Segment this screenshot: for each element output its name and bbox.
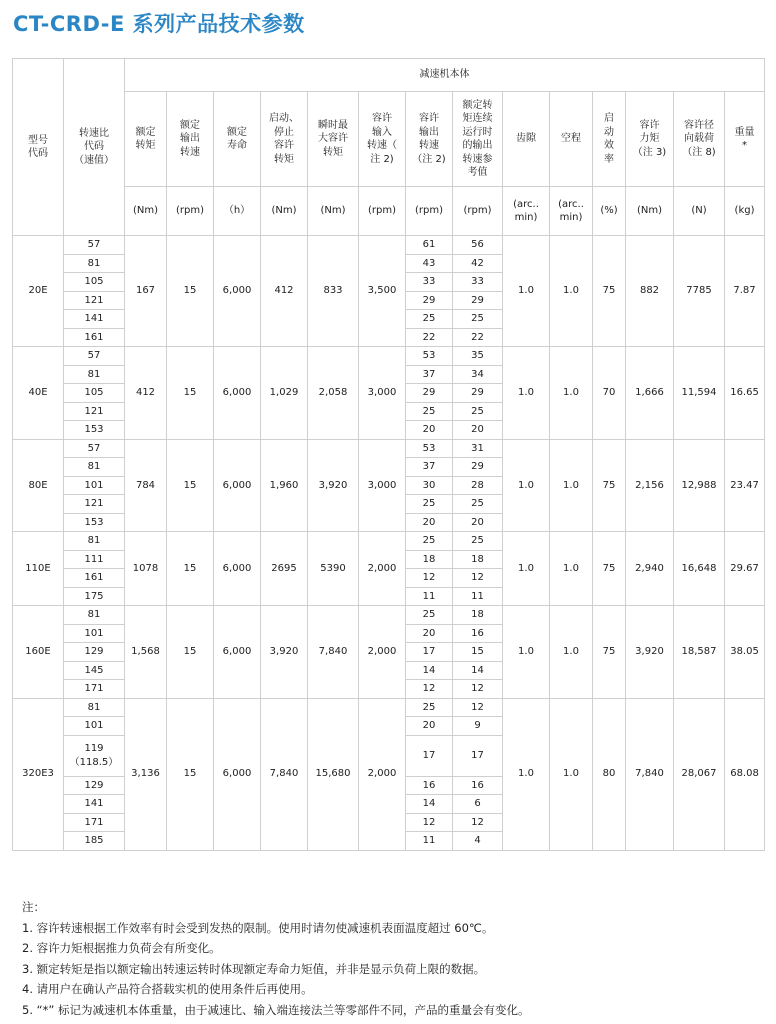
input-speed-cell: 3,500 — [359, 236, 406, 347]
reference-speed-cell: 6 — [453, 795, 503, 814]
ratio-cell: 145 — [64, 661, 125, 680]
model-code-cell: 110E — [13, 532, 64, 606]
reference-speed-cell: 25 — [453, 310, 503, 329]
output-speed-cell: 14 — [406, 661, 453, 680]
reference-speed-cell: 18 — [453, 550, 503, 569]
momentary-torque-cell: 3,920 — [308, 439, 359, 532]
radial-load-cell: 11,594 — [674, 347, 725, 440]
column-unit: (rpm) — [406, 187, 453, 236]
rated-torque-cell: 167 — [125, 236, 167, 347]
ratio-cell: 119 （118.5） — [64, 735, 125, 776]
output-speed-cell: 17 — [406, 735, 453, 776]
ratio-cell: 81 — [64, 254, 125, 273]
lost-motion-cell: 1.0 — [550, 347, 593, 440]
reference-speed-cell: 25 — [453, 495, 503, 514]
ratio-cell: 81 — [64, 532, 125, 551]
ratio-cell: 81 — [64, 698, 125, 717]
reference-speed-cell: 25 — [453, 402, 503, 421]
output-speed-cell: 25 — [406, 532, 453, 551]
ratio-cell: 141 — [64, 795, 125, 814]
reference-speed-cell: 12 — [453, 569, 503, 588]
output-speed-cell: 12 — [406, 569, 453, 588]
output-speed-cell: 16 — [406, 776, 453, 795]
allowable-moment-cell: 7,840 — [626, 698, 674, 850]
reference-speed-cell: 12 — [453, 698, 503, 717]
ratio-cell: 57 — [64, 236, 125, 255]
radial-load-cell: 28,067 — [674, 698, 725, 850]
weight-cell: 68.08 — [725, 698, 765, 850]
rated-torque-cell: 784 — [125, 439, 167, 532]
reference-speed-cell: 16 — [453, 624, 503, 643]
column-unit: (Nm) — [261, 187, 308, 236]
weight-cell: 38.05 — [725, 606, 765, 699]
reference-speed-cell: 18 — [453, 606, 503, 625]
column-header: 容许径 向载荷 （注 8) — [674, 92, 725, 187]
input-speed-cell: 3,000 — [359, 347, 406, 440]
backlash-cell: 1.0 — [503, 439, 550, 532]
note-item: 2. 容许力矩根据推力负荷会有所变化。 — [22, 941, 221, 955]
column-unit: （h） — [214, 187, 261, 236]
lost-motion-cell: 1.0 — [550, 606, 593, 699]
output-speed-cell: 20 — [406, 513, 453, 532]
output-speed-cell: 43 — [406, 254, 453, 273]
backlash-cell: 1.0 — [503, 236, 550, 347]
spec-table-body — [13, 236, 765, 851]
output-speed-cell: 12 — [406, 680, 453, 699]
output-speed-cell: 20 — [406, 421, 453, 440]
table-row — [13, 532, 765, 551]
column-header: 额定 转矩 — [125, 92, 167, 187]
rated-speed-cell: 15 — [167, 439, 214, 532]
ratio-cell: 101 — [64, 717, 125, 736]
backlash-cell: 1.0 — [503, 347, 550, 440]
radial-load-cell: 7785 — [674, 236, 725, 347]
lost-motion-cell: 1.0 — [550, 532, 593, 606]
start-stop-torque-cell: 1,029 — [261, 347, 308, 440]
output-speed-cell: 22 — [406, 328, 453, 347]
allowable-moment-cell: 3,920 — [626, 606, 674, 699]
rated-life-cell: 6,000 — [214, 439, 261, 532]
rated-speed-cell: 15 — [167, 698, 214, 850]
ratio-cell: 161 — [64, 328, 125, 347]
ratio-cell: 175 — [64, 587, 125, 606]
momentary-torque-cell: 15,680 — [308, 698, 359, 850]
output-speed-cell: 37 — [406, 458, 453, 477]
ratio-cell: 111 — [64, 550, 125, 569]
reference-speed-cell: 35 — [453, 347, 503, 366]
column-header: 容许 输出 转速 （注 2) — [406, 92, 453, 187]
ratio-cell: 81 — [64, 606, 125, 625]
allowable-moment-cell: 2,940 — [626, 532, 674, 606]
column-unit: (rpm) — [167, 187, 214, 236]
weight-cell: 23.47 — [725, 439, 765, 532]
column-unit: (Nm) — [308, 187, 359, 236]
model-code-cell: 320E3 — [13, 698, 64, 850]
notes-heading: 注： — [22, 900, 45, 914]
ratio-cell: 129 — [64, 776, 125, 795]
rated-speed-cell: 15 — [167, 236, 214, 347]
reference-speed-cell: 29 — [453, 384, 503, 403]
ratio-cell: 141 — [64, 310, 125, 329]
rated-life-cell: 6,000 — [214, 698, 261, 850]
reference-speed-cell: 31 — [453, 439, 503, 458]
output-speed-cell: 53 — [406, 347, 453, 366]
reference-speed-cell: 20 — [453, 513, 503, 532]
column-header: 额定转 矩连续 运行时 的输出 转速参 考值 — [453, 92, 503, 187]
reducer-body-header: 减速机本体 — [125, 59, 765, 92]
output-speed-cell: 25 — [406, 495, 453, 514]
model-code-cell: 160E — [13, 606, 64, 699]
column-unit: (rpm) — [453, 187, 503, 236]
input-speed-cell: 3,000 — [359, 439, 406, 532]
reference-speed-cell: 22 — [453, 328, 503, 347]
reference-speed-cell: 17 — [453, 735, 503, 776]
column-unit: (rpm) — [359, 187, 406, 236]
ratio-cell: 171 — [64, 680, 125, 699]
model-code-cell: 80E — [13, 439, 64, 532]
output-speed-cell: 33 — [406, 273, 453, 292]
rated-life-cell: 6,000 — [214, 606, 261, 699]
ratio-cell: 153 — [64, 513, 125, 532]
column-header: 容许 力矩 （注 3) — [626, 92, 674, 187]
column-unit: (Nm) — [125, 187, 167, 236]
output-speed-cell: 25 — [406, 606, 453, 625]
radial-load-cell: 18,587 — [674, 606, 725, 699]
output-speed-cell: 20 — [406, 624, 453, 643]
ratio-cell: 101 — [64, 476, 125, 495]
weight-cell: 7.87 — [725, 236, 765, 347]
rated-life-cell: 6,000 — [214, 236, 261, 347]
lost-motion-cell: 1.0 — [550, 236, 593, 347]
column-header: 容许 输入 转速（ 注 2) — [359, 92, 406, 187]
output-speed-cell: 25 — [406, 310, 453, 329]
rated-speed-cell: 15 — [167, 606, 214, 699]
spec-table — [12, 58, 765, 851]
reference-speed-cell: 9 — [453, 717, 503, 736]
momentary-torque-cell: 7,840 — [308, 606, 359, 699]
reference-speed-cell: 12 — [453, 813, 503, 832]
output-speed-cell: 20 — [406, 717, 453, 736]
ratio-cell: 105 — [64, 384, 125, 403]
backlash-cell: 1.0 — [503, 532, 550, 606]
model-code-header: 型号 代码 — [13, 59, 64, 236]
column-header: 额定 输出 转速 — [167, 92, 214, 187]
rated-speed-cell: 15 — [167, 347, 214, 440]
output-speed-cell: 18 — [406, 550, 453, 569]
reference-speed-cell: 25 — [453, 532, 503, 551]
reference-speed-cell: 29 — [453, 458, 503, 477]
reference-speed-cell: 12 — [453, 680, 503, 699]
momentary-torque-cell: 2,058 — [308, 347, 359, 440]
reference-speed-cell: 16 — [453, 776, 503, 795]
model-code-cell: 40E — [13, 347, 64, 440]
radial-load-cell: 12,988 — [674, 439, 725, 532]
efficiency-cell: 70 — [593, 347, 626, 440]
column-unit: (arc.. min) — [550, 187, 593, 236]
weight-cell: 29.67 — [725, 532, 765, 606]
reference-speed-cell: 29 — [453, 291, 503, 310]
note-item: 5. “*” 标记为减速机本体重量，由于减速比、输入端连接法兰等零部件不同，产品的重量会有变化。 — [22, 1002, 530, 1017]
start-stop-torque-cell: 2695 — [261, 532, 308, 606]
reference-speed-cell: 20 — [453, 421, 503, 440]
ratio-cell: 129 — [64, 643, 125, 662]
efficiency-cell: 75 — [593, 606, 626, 699]
column-unit: (Nm) — [626, 187, 674, 236]
table-row — [13, 236, 765, 255]
backlash-cell: 1.0 — [503, 606, 550, 699]
input-speed-cell: 2,000 — [359, 606, 406, 699]
rated-torque-cell: 3,136 — [125, 698, 167, 850]
rated-torque-cell: 412 — [125, 347, 167, 440]
rated-torque-cell: 1078 — [125, 532, 167, 606]
column-header: 启动、 停止 容许 转矩 — [261, 92, 308, 187]
ratio-cell: 121 — [64, 495, 125, 514]
efficiency-cell: 75 — [593, 439, 626, 532]
column-unit: (N) — [674, 187, 725, 236]
rated-speed-cell: 15 — [167, 532, 214, 606]
start-stop-torque-cell: 412 — [261, 236, 308, 347]
ratio-cell: 153 — [64, 421, 125, 440]
output-speed-cell: 29 — [406, 384, 453, 403]
output-speed-cell: 37 — [406, 365, 453, 384]
ratio-cell: 105 — [64, 273, 125, 292]
start-stop-torque-cell: 1,960 — [261, 439, 308, 532]
lost-motion-cell: 1.0 — [550, 439, 593, 532]
column-unit-row — [13, 187, 765, 236]
output-speed-cell: 14 — [406, 795, 453, 814]
allowable-moment-cell: 882 — [626, 236, 674, 347]
table-row — [13, 606, 765, 625]
output-speed-cell: 11 — [406, 832, 453, 851]
model-code-cell: 20E — [13, 236, 64, 347]
ratio-cell: 185 — [64, 832, 125, 851]
column-header: 瞬时最 大容许 转矩 — [308, 92, 359, 187]
ratio-cell: 81 — [64, 365, 125, 384]
note-item: 3. 额定转矩是指以额定输出转速运转时体现额定寿命力矩值，并非是显示负荷上限的数据。 — [22, 961, 486, 976]
efficiency-cell: 75 — [593, 236, 626, 347]
column-header: 启 动 效 率 — [593, 92, 626, 187]
output-speed-cell: 17 — [406, 643, 453, 662]
note-item: 4. 请用户在确认产品符合搭载实机的使用条件后再使用。 — [22, 982, 313, 996]
start-stop-torque-cell: 7,840 — [261, 698, 308, 850]
ratio-cell: 121 — [64, 402, 125, 421]
reference-speed-cell: 15 — [453, 643, 503, 662]
ratio-cell: 57 — [64, 347, 125, 366]
ratio-cell: 57 — [64, 439, 125, 458]
column-name-row — [13, 92, 765, 187]
table-row — [13, 698, 765, 717]
column-header: 额定 寿命 — [214, 92, 261, 187]
reference-speed-cell: 14 — [453, 661, 503, 680]
ratio-cell: 101 — [64, 624, 125, 643]
ratio-cell: 81 — [64, 458, 125, 477]
rated-life-cell: 6,000 — [214, 347, 261, 440]
output-speed-cell: 29 — [406, 291, 453, 310]
radial-load-cell: 16,648 — [674, 532, 725, 606]
table-row — [13, 347, 765, 366]
efficiency-cell: 75 — [593, 532, 626, 606]
momentary-torque-cell: 5390 — [308, 532, 359, 606]
weight-cell: 16.65 — [725, 347, 765, 440]
column-unit: (%) — [593, 187, 626, 236]
input-speed-cell: 2,000 — [359, 698, 406, 850]
output-speed-cell: 12 — [406, 813, 453, 832]
column-header: 空程 — [550, 92, 593, 187]
output-speed-cell: 25 — [406, 402, 453, 421]
output-speed-cell: 11 — [406, 587, 453, 606]
ratio-cell: 161 — [64, 569, 125, 588]
ratio-cell: 121 — [64, 291, 125, 310]
allowable-moment-cell: 1,666 — [626, 347, 674, 440]
reference-speed-cell: 4 — [453, 832, 503, 851]
output-speed-cell: 25 — [406, 698, 453, 717]
rated-life-cell: 6,000 — [214, 532, 261, 606]
efficiency-cell: 80 — [593, 698, 626, 850]
backlash-cell: 1.0 — [503, 698, 550, 850]
reference-speed-cell: 33 — [453, 273, 503, 292]
output-speed-cell: 30 — [406, 476, 453, 495]
reference-speed-cell: 42 — [453, 254, 503, 273]
table-row — [13, 439, 765, 458]
note-item: 1. 容许转速根据工作效率有时会受到发热的限制。使用时请勿使减速机表面温度超过 60℃。 — [22, 920, 494, 935]
notes — [22, 897, 529, 1020]
momentary-torque-cell: 833 — [308, 236, 359, 347]
output-speed-cell: 61 — [406, 236, 453, 255]
input-speed-cell: 2,000 — [359, 532, 406, 606]
column-header: 重量 * — [725, 92, 765, 187]
allowable-moment-cell: 2,156 — [626, 439, 674, 532]
output-speed-cell: 53 — [406, 439, 453, 458]
reference-speed-cell: 11 — [453, 587, 503, 606]
lost-motion-cell: 1.0 — [550, 698, 593, 850]
rated-torque-cell: 1,568 — [125, 606, 167, 699]
reference-speed-cell: 28 — [453, 476, 503, 495]
reference-speed-cell: 34 — [453, 365, 503, 384]
start-stop-torque-cell: 3,920 — [261, 606, 308, 699]
ratio-cell: 171 — [64, 813, 125, 832]
column-unit: (kg) — [725, 187, 765, 236]
ratio-header: 转速比 代码 （速值） — [64, 59, 125, 236]
reference-speed-cell: 56 — [453, 236, 503, 255]
column-header: 齿隙 — [503, 92, 550, 187]
column-unit: (arc.. min) — [503, 187, 550, 236]
page-title: CT-CRD-E 系列产品技术参数 — [13, 12, 305, 36]
